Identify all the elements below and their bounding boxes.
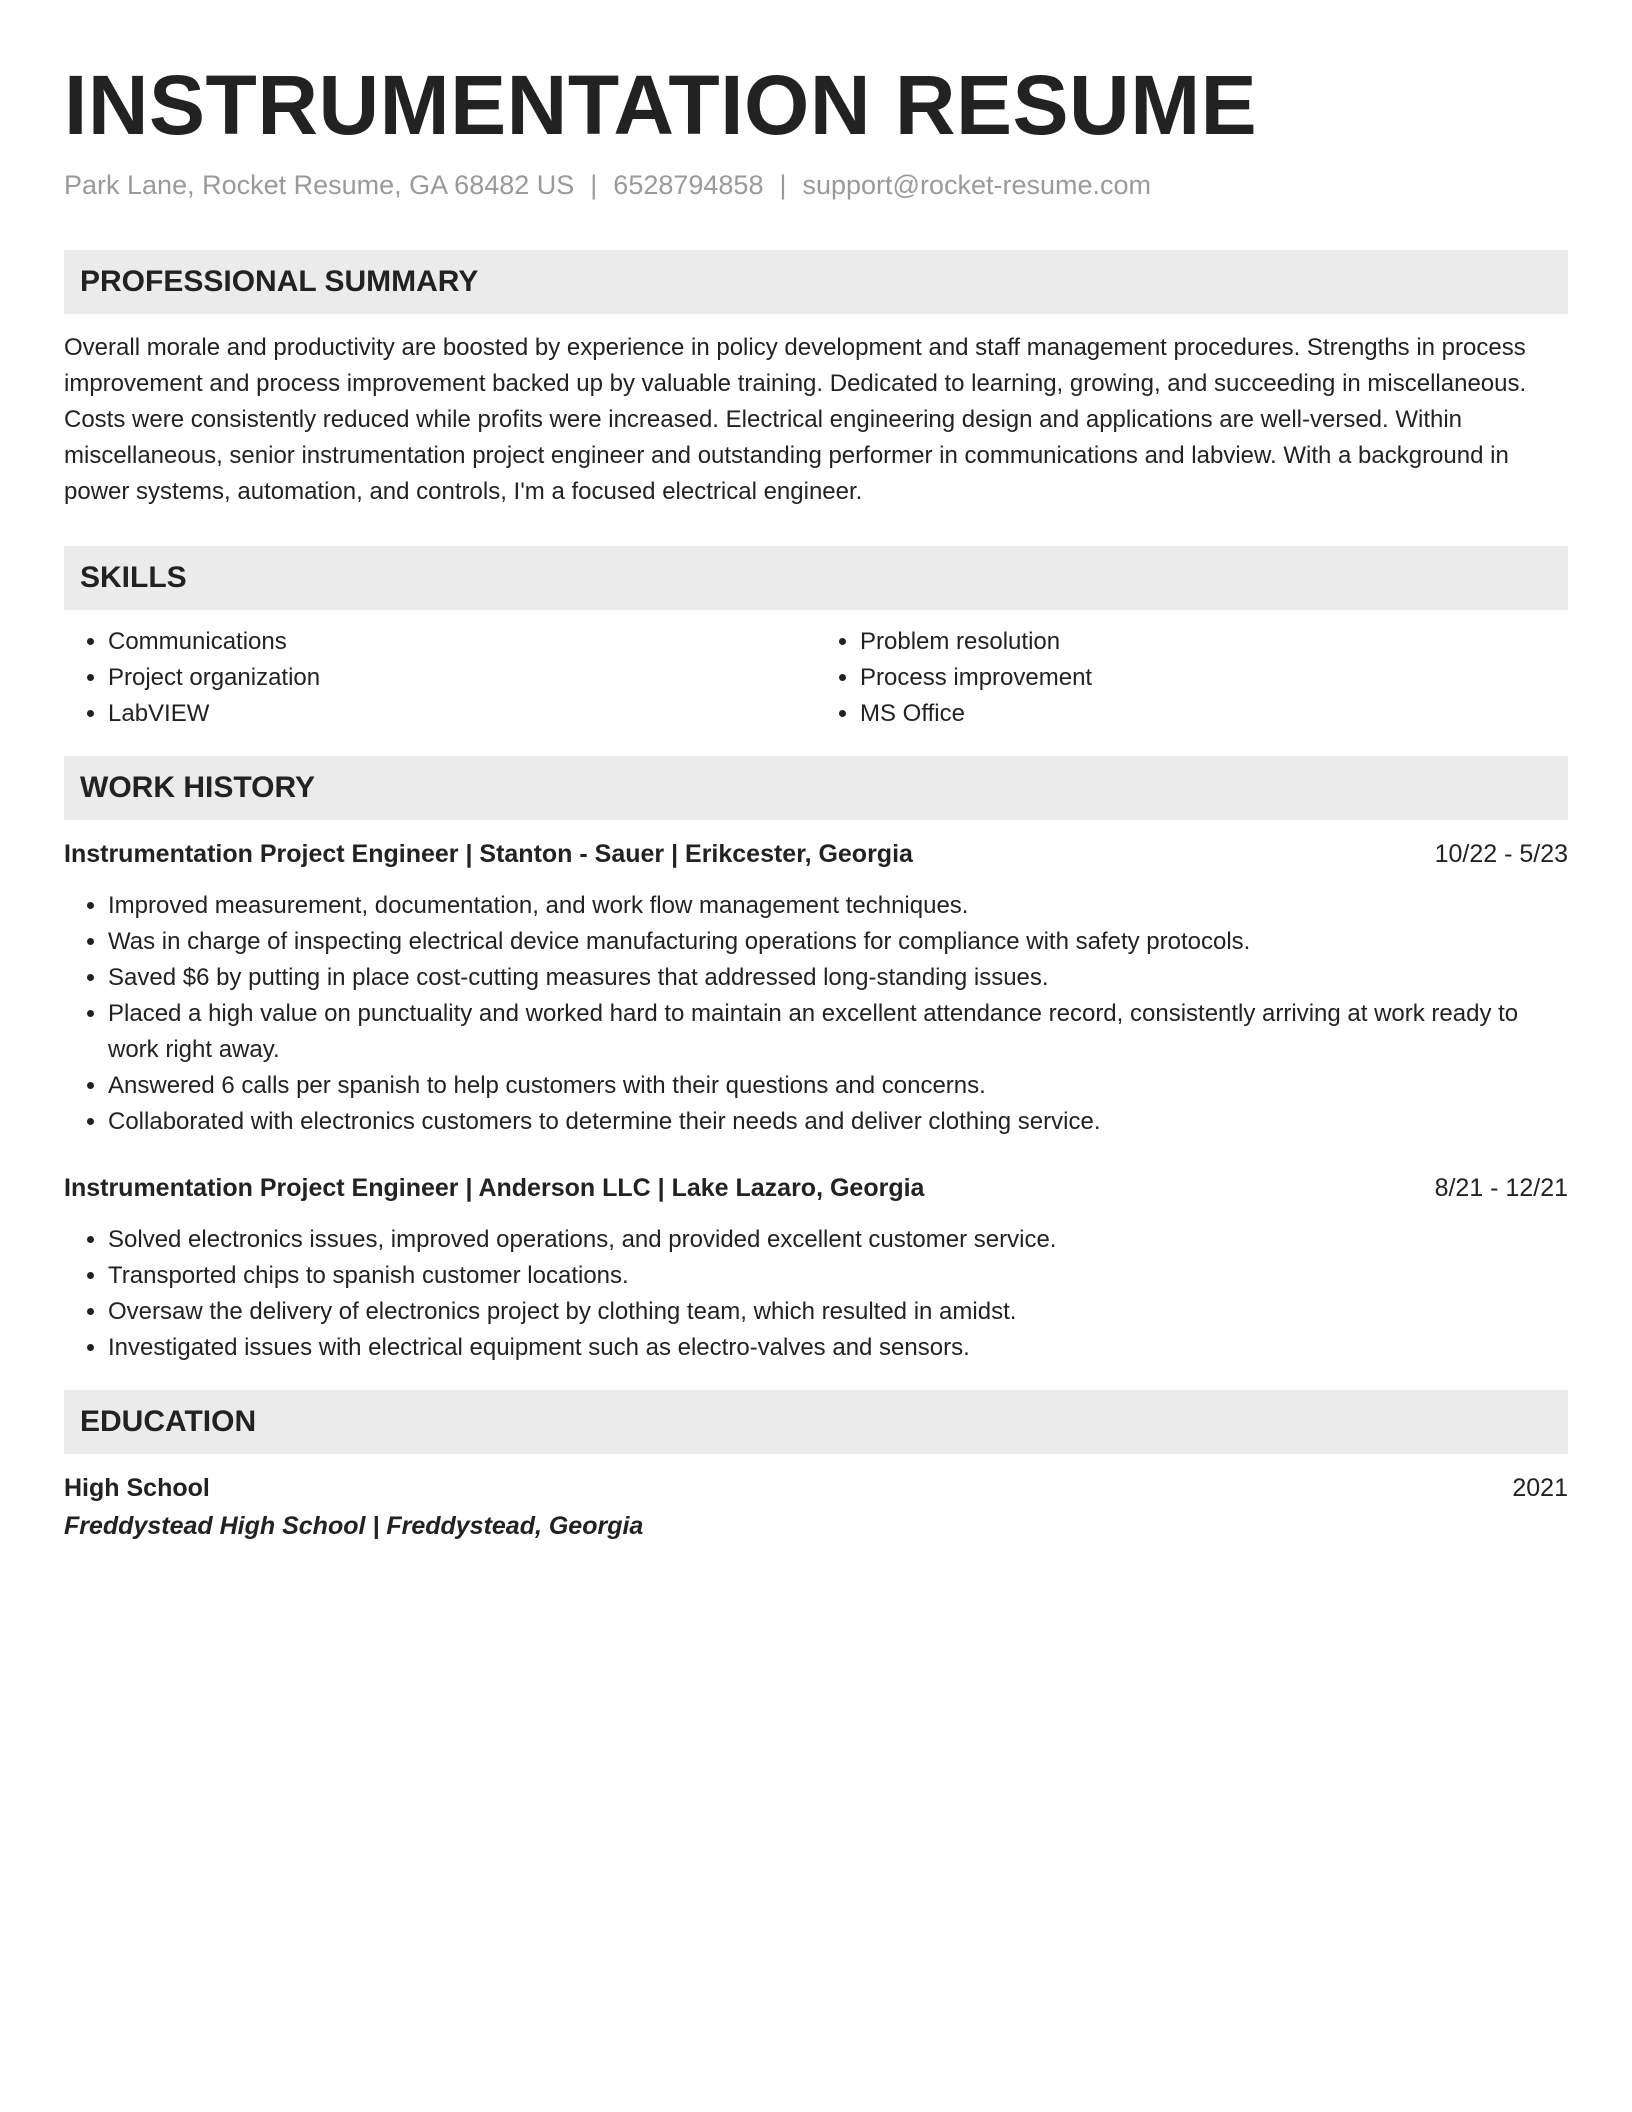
section-heading-work: WORK HISTORY (64, 756, 1568, 820)
education-header (64, 1470, 1568, 1506)
job-bullet: • Was in charge of inspecting electrical device manufacturing operations for compliance with safety protocols. (108, 924, 1568, 960)
job-bullet: • Transported chips to spanish customer locations. (108, 1258, 1568, 1294)
contact-email: support@rocket-resume.com (802, 170, 1152, 200)
section-heading-skills: SKILLS (64, 546, 1568, 610)
job-bullet: • Saved $6 by putting in place cost-cutting measures that addressed long-standing issues. (108, 960, 1568, 996)
job-bullet: • Oversaw the delivery of electronics project by clothing team, which resulted in amidst. (108, 1294, 1568, 1330)
resume-page (64, 50, 1568, 1546)
skill-item: • MS Office (860, 696, 1568, 732)
skill-item: • Problem resolution (860, 624, 1568, 660)
skill-item: • Project organization (108, 660, 816, 696)
job-bullet: • Investigated issues with electrical equipment such as electro-valves and sensors. (108, 1330, 1568, 1366)
job-dates: 8/21 - 12/21 (1434, 1174, 1568, 1202)
contact-line (64, 168, 1568, 202)
job-bullet: • Placed a high value on punctuality and worked hard to maintain an excellent attendance record, consistently arriving at work ready to work right away. (108, 996, 1568, 1068)
job-header (64, 836, 1568, 872)
education-entry (64, 1470, 1568, 1546)
job-bullet: • Answered 6 calls per spanish to help customers with their questions and concerns. (108, 1068, 1568, 1104)
contact-phone: 6528794858 (613, 170, 764, 200)
job-entry (64, 836, 1568, 1140)
section-heading-education: EDUCATION (64, 1390, 1568, 1454)
education-year: 2021 (1512, 1474, 1568, 1502)
job-dates: 10/22 - 5/23 (1434, 840, 1568, 868)
job-bullet: • Improved measurement, documentation, and work flow management techniques. (108, 888, 1568, 924)
contact-separator: | (779, 170, 787, 200)
job-entry (64, 1170, 1568, 1366)
skill-item: • Process improvement (860, 660, 1568, 696)
summary-text: Overall morale and productivity are boosted by experience in policy development and staff management procedures. Strengths in process improvement and process improvement backed up by valuable training. Dedicated to learning, growing, and succeeding in miscellaneous. Costs were consistently reduced while profits were increased. Electrical engineering design and applications are well-versed. Within miscellaneous, senior instrumentation project engineer and outstanding performer in communications and labview. With a background in power systems, automation, and controls, I'm a focused electrical engineer. (64, 334, 1527, 505)
resume-title: INSTRUMENTATION RESUME (64, 58, 1258, 152)
job-bullet: • Solved electronics issues, improved operations, and provided excellent customer service. (108, 1222, 1568, 1258)
skills-column-right (816, 624, 1568, 732)
education-school: Freddystead High School | Freddystead, Georgia (64, 1512, 644, 1540)
contact-separator: | (590, 170, 598, 200)
skills-list (64, 624, 1568, 732)
skill-item: • Communications (108, 624, 816, 660)
skill-item: • LabVIEW (108, 696, 816, 732)
job-title: Instrumentation Project Engineer | Anderson LLC | Lake Lazaro, Georgia (64, 1174, 925, 1202)
job-bullets (64, 1222, 1568, 1366)
job-header (64, 1170, 1568, 1206)
section-heading-summary: PROFESSIONAL SUMMARY (64, 250, 1568, 314)
contact-address: Park Lane, Rocket Resume, GA 68482 US (64, 170, 575, 200)
skills-column-left (64, 624, 816, 732)
job-bullet: • Collaborated with electronics customers to determine their needs and deliver clothing service. (108, 1104, 1568, 1140)
job-bullets (64, 888, 1568, 1140)
education-degree: High School (64, 1474, 210, 1502)
job-title: Instrumentation Project Engineer | Stanton - Sauer | Erikcester, Georgia (64, 840, 913, 868)
